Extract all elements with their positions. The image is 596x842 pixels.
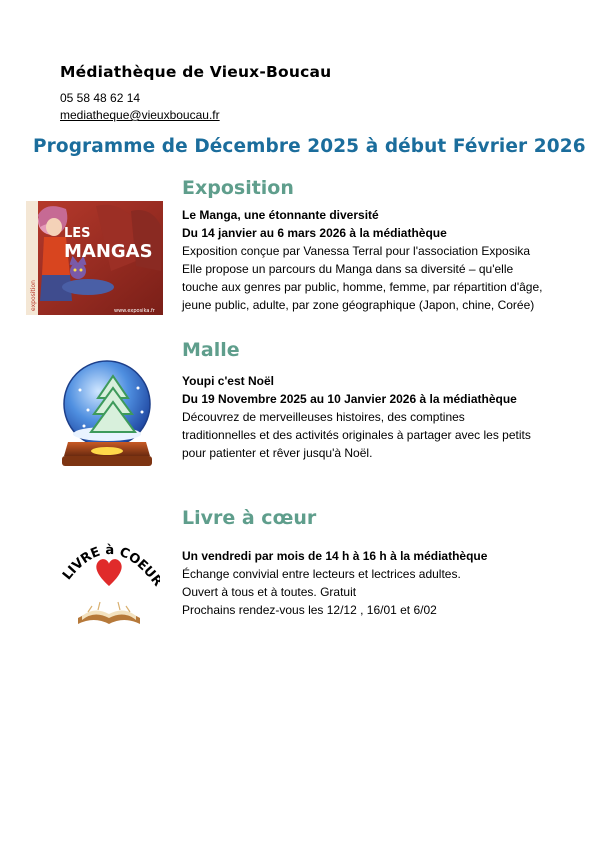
livre-line: Prochains rendez-vous les 12/12 , 16/01 et 6/02 <box>182 603 437 617</box>
exposition-line: Elle propose un parcours du Manga dans sa diversité – qu'elle <box>182 262 514 276</box>
poster-mangas-text: MANGAS <box>64 241 153 262</box>
malle-line: Découvrez de merveilleuses histoires, des comptines <box>182 410 465 424</box>
section-body-exposition <box>182 206 572 314</box>
section-title-malle: Malle <box>182 339 240 361</box>
livre-a-coeur-logo <box>58 532 160 626</box>
malle-line: pour patienter et rêver jusqu'à Noël. <box>182 446 373 460</box>
livre-line: Échange convivial entre lecteurs et lectrices adultes. <box>182 567 461 581</box>
program-title: Programme de Décembre 2025 à début Février 2026 <box>33 136 586 157</box>
manga-poster-image <box>26 201 163 315</box>
exposition-line: Exposition conçue par Vanessa Terral pour l'association Exposika <box>182 244 531 258</box>
livre-line: Ouvert à tous et à toutes. Gratuit <box>182 585 357 599</box>
phone-number: 05 58 48 62 14 <box>60 91 141 105</box>
section-title-livre-a-coeur: Livre à cœur <box>182 507 317 529</box>
malle-dates: Du 19 Novembre 2025 au 10 Janvier 2026 à la médiathèque <box>182 392 517 406</box>
exposition-dates: Du 14 janvier au 6 mars 2026 à la médiathèque <box>182 226 447 240</box>
exposition-subtitle: Le Manga, une étonnante diversité <box>182 208 379 222</box>
exposition-line: jeune public, adulte, par zone géographique (Japon, chine, Corée) <box>182 298 535 312</box>
malle-subtitle: Youpi c'est Noël <box>182 374 274 388</box>
livre-dates: Un vendredi par mois de 14 h à 16 h à la médiathèque <box>182 549 488 563</box>
exposition-line: touche aux genres par public, homme, femme, par répartition d'âge, <box>182 280 543 294</box>
library-name: Médiathèque de Vieux-Boucau <box>60 63 332 81</box>
malle-line: traditionnelles et des activités originales à partager avec les petits <box>182 428 531 442</box>
poster-side-text: exposition <box>30 280 37 311</box>
logo-text: LIVRE à COEU <box>60 542 159 583</box>
section-body-malle <box>182 372 572 462</box>
section-body-livre-a-coeur <box>182 547 572 619</box>
snow-globe-image <box>58 360 156 470</box>
poster-url-text: www.exposika.fr <box>114 308 155 314</box>
email-link[interactable]: mediatheque@vieuxboucau.fr <box>60 108 220 122</box>
poster-les-text: LES <box>64 226 91 241</box>
section-title-exposition: Exposition <box>182 177 294 199</box>
